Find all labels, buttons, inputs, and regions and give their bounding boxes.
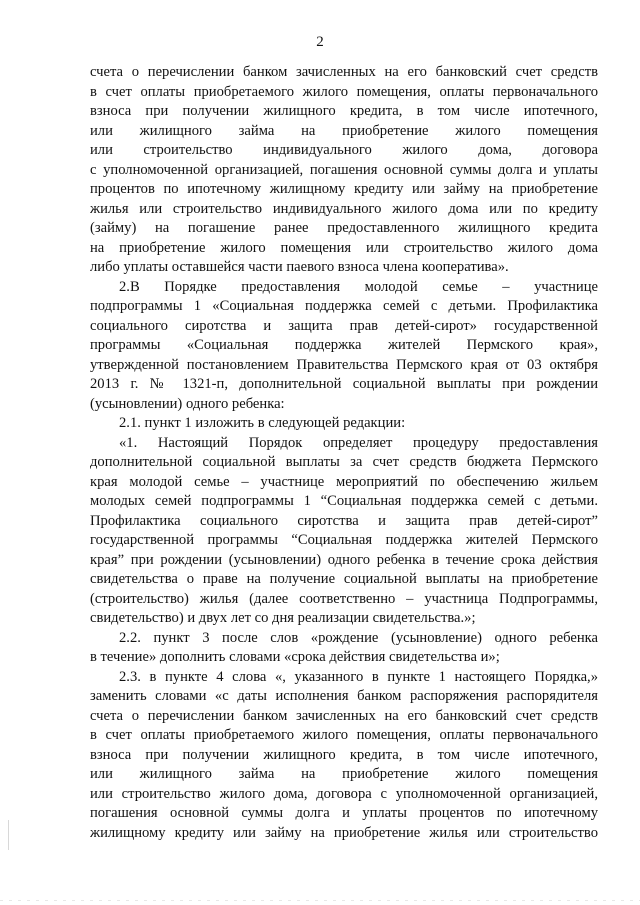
text-line: или жилищного займа на приобретение жилого помещения xyxy=(90,122,598,139)
text-line: утвержденной постановлением Правительства Пермского края от 03 октября xyxy=(90,356,598,373)
scan-edge-mark xyxy=(8,820,9,850)
text-line: 2.2. пункт 3 после слов «рождение (усыновление) одного ребенка xyxy=(119,629,598,646)
text-line: (усыновлении) одного ребенка: xyxy=(90,395,285,412)
text-line: 2.В Порядке предоставления молодой семье – участнице xyxy=(119,278,598,295)
page-number: 2 xyxy=(316,34,324,50)
text-line: свидетельства о праве на получение социальной выплаты на приобретение xyxy=(90,571,598,587)
text-line: «1. Настоящий Порядок определяет процедуру предоставления xyxy=(119,434,598,451)
text-line: погашения основной суммы долга и уплаты процентов по ипотечному xyxy=(90,805,598,821)
text-line: 2.1. пункт 1 изложить в следующей редакции: xyxy=(119,415,406,431)
text-line: края” при рождении (усыновлении) одного ребенка в течение срока действия xyxy=(90,551,598,568)
text-line: или строительство индивидуального жилого дома, договора xyxy=(90,142,598,158)
text-line: дополнительной социальной выплаты за счет средств бюджета Пермского xyxy=(90,454,598,470)
text-line: программы «Социальная поддержка жителей Пермского края», xyxy=(90,337,598,353)
text-line: жилищному кредиту или займу на приобретение жилья или строительство xyxy=(90,824,598,841)
text-line: или жилищного займа на приобретение жилого помещения xyxy=(90,766,598,782)
text-line: счета о перечислении банком зачисленных на его банковский счет средств xyxy=(90,64,598,80)
text-line: в счет оплаты приобретаемого жилого помещения, оплаты первоначального xyxy=(90,727,598,743)
text-line: 2.3. в пункте 4 слова «, указанного в пункте 1 настоящего Порядка,» xyxy=(119,668,598,685)
text-line: свидетельство) и двух лет со дня реализации свидетельства.»; xyxy=(90,610,476,626)
text-line: жилья или строительство индивидуального жилого дома или по кредиту xyxy=(90,200,598,217)
text-line: государственной программы “Социальная поддержка жителей Пермского xyxy=(90,532,598,548)
text-line: (займу) на погашение ранее предоставленного жилищного кредита xyxy=(90,220,598,236)
text-line: заменить словами «с даты исполнения банком распоряжения распорядителя xyxy=(90,688,598,704)
text-line: или строительство жилого дома, договора с уполномоченной организацией, xyxy=(90,785,598,802)
text-line: молодых семей подпрограммы 1 “Социальная поддержка семей с детьми. xyxy=(90,493,598,509)
text-line: подпрограммы 1 «Социальная поддержка семей с детьми. Профилактика xyxy=(90,298,598,314)
text-line: (строительство) жилья (далее соответственно – участница Подпрограммы, xyxy=(90,590,598,607)
text-line: на приобретение жилого помещения или строительство жилого дома xyxy=(90,239,598,256)
text-line: в счет оплаты приобретаемого жилого помещения, оплаты первоначального xyxy=(90,83,598,100)
scan-bottom-artifact xyxy=(0,900,640,901)
text-line: взноса при получении жилищного кредита, в том числе ипотечного, xyxy=(90,746,598,763)
text-line: взноса при получении жилищного кредита, в том числе ипотечного, xyxy=(90,103,598,119)
text-line: в течение» дополнить словами «срока действия свидетельства и»; xyxy=(90,649,500,665)
text-line: с уполномоченной организацией, погашения основной суммы долга и уплаты xyxy=(90,161,598,178)
text-line: 2013 г. № 1321-п, дополнительной социальной выплаты при рождении xyxy=(90,376,598,392)
text-line: процентов по ипотечному жилищному кредиту или займу на приобретение xyxy=(90,181,598,197)
text-line: Профилактика социального сиротства и защита прав детей-сирот” xyxy=(90,512,598,529)
text-line: счета о перечислении банком зачисленных на его банковский счет средств xyxy=(90,707,598,724)
document-body xyxy=(90,63,598,843)
text-line: края молодой семье – участнице мероприятий по обеспечению жильем xyxy=(90,473,598,490)
text-line: социального сиротства и защита прав детей-сирот» государственной xyxy=(90,317,598,334)
text-line: либо уплаты оставшейся части паевого взноса члена кооператива». xyxy=(90,259,509,275)
